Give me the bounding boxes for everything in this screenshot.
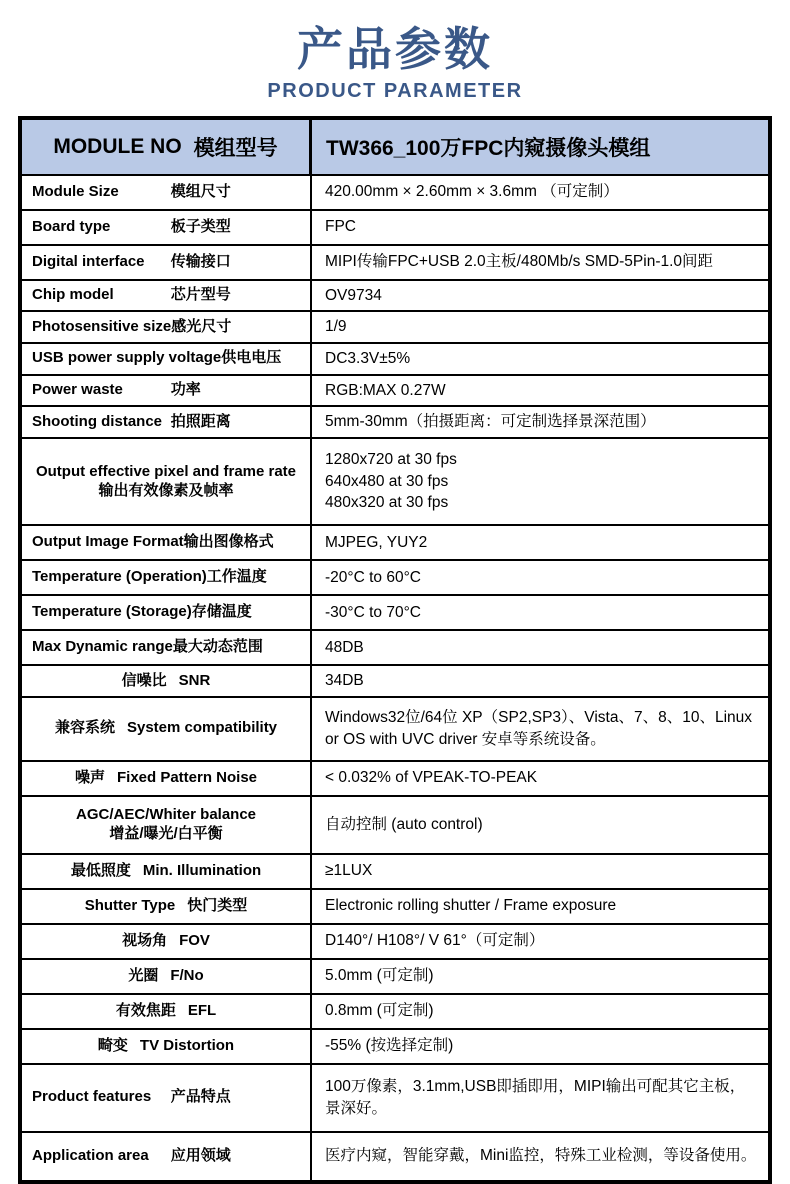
- row-label-part: Temperature (Storage): [32, 603, 192, 621]
- row-value-line: MJPEG, YUY2: [325, 533, 428, 551]
- row-value: [312, 925, 768, 958]
- row-value-line: 640x480 at 30 fps: [325, 472, 449, 490]
- row-label: [22, 439, 312, 524]
- table-row: [22, 629, 768, 664]
- row-value: [312, 1030, 768, 1063]
- header-value-text: TW366_100万FPC内窥摄像头模组: [326, 136, 651, 160]
- row-label: [22, 1030, 312, 1063]
- row-value: [312, 890, 768, 923]
- row-label-part: Chip model: [32, 286, 114, 304]
- row-value: [312, 176, 768, 209]
- row-value-line: D140°/ H108°/ V 61°（可定制）: [325, 932, 545, 950]
- row-label: [22, 376, 312, 406]
- row-value: [312, 762, 768, 795]
- table-row: [22, 923, 768, 958]
- row-value-line: 420.00mm × 2.60mm × 3.6mm （可定制）: [325, 183, 619, 201]
- row-label-part: Digital interface: [32, 252, 145, 270]
- table-row: [22, 310, 768, 342]
- row-value-line: 0.8mm (可定制): [325, 1002, 434, 1020]
- row-label-part: 快门类型: [187, 896, 248, 914]
- row-label-part: System compatibility: [126, 719, 278, 737]
- row-label-part: 光圈: [128, 966, 159, 984]
- page-title: 产品参数: [297, 23, 493, 75]
- row-label-part: 传输接口: [170, 252, 231, 270]
- header-label: [22, 120, 312, 174]
- row-label: [22, 762, 312, 795]
- row-value: [312, 1065, 768, 1131]
- row-label-part: 最低照度: [70, 861, 131, 879]
- table-row: [22, 1131, 768, 1180]
- row-value-line: -55% (按选择定制): [325, 1037, 454, 1055]
- row-value: [312, 1133, 768, 1180]
- row-label-part: 工作温度: [206, 568, 267, 586]
- table-row: [22, 853, 768, 888]
- table-body: [22, 174, 768, 1180]
- row-value-line: ≥1LUX: [325, 862, 373, 880]
- row-value: [312, 797, 768, 853]
- table-row: [22, 437, 768, 524]
- row-value-line: 100万像素，3.1mm,USB即插即用，MIPI输出可配其它主板，景深好。: [325, 1078, 746, 1117]
- row-label-part: Photosensitive size: [32, 317, 172, 335]
- table-row: [22, 174, 768, 209]
- row-label-part: 功率: [170, 381, 201, 399]
- row-label: [22, 344, 312, 374]
- row-label: [22, 631, 312, 664]
- row-value: [312, 596, 768, 629]
- row-label-part: SNR: [178, 671, 211, 689]
- table-row: [22, 993, 768, 1028]
- table-row: [22, 405, 768, 437]
- row-label-part: Power waste: [32, 381, 123, 399]
- row-label-part: 最大动态范围: [172, 638, 263, 656]
- table-row: [22, 559, 768, 594]
- table-row: [22, 888, 768, 923]
- row-label: [22, 176, 312, 209]
- row-label-part: Temperature (Operation): [32, 568, 207, 586]
- row-label: [22, 211, 312, 244]
- table-row: [22, 795, 768, 853]
- row-value-line: RGB:MAX 0.27W: [325, 381, 446, 399]
- header-label-zh: 模组型号: [193, 136, 278, 160]
- table-row: [22, 342, 768, 374]
- row-label-part: 产品特点: [170, 1088, 231, 1106]
- row-label: [22, 925, 312, 958]
- row-label: [22, 281, 312, 311]
- row-value: [312, 211, 768, 244]
- row-value: [312, 312, 768, 342]
- row-label: [22, 855, 312, 888]
- row-value-line: -30°C to 70°C: [325, 603, 421, 621]
- row-value-line: FPC: [325, 218, 356, 236]
- header-label-en: MODULE NO: [53, 134, 182, 158]
- row-value: [312, 281, 768, 311]
- page-header: [0, 0, 790, 103]
- row-label: [22, 407, 312, 437]
- table-row: [22, 958, 768, 993]
- row-label-part: Board type: [32, 217, 111, 235]
- row-label-part: 有效焦距: [115, 1001, 176, 1019]
- row-value-line: DC3.3V±5%: [325, 349, 411, 367]
- row-value: [312, 526, 768, 559]
- row-value: [312, 698, 768, 760]
- row-value-line: 自动控制 (auto control): [325, 815, 483, 833]
- row-value-line: 48DB: [325, 638, 364, 656]
- row-label-part: EFL: [187, 1001, 217, 1019]
- row-value-line: Windows32位/64位 XP（SP2,SP3）、Vista、7、8、10、Linux or OS with UVC driver 安卓等系统设备。: [325, 709, 753, 748]
- table-row: [22, 279, 768, 311]
- row-label-part: 噪声: [74, 768, 105, 786]
- row-value-line: -20°C to 60°C: [325, 568, 421, 586]
- row-value: [312, 666, 768, 696]
- table-row: [22, 1028, 768, 1063]
- row-label: [22, 1065, 312, 1131]
- row-label: [22, 246, 312, 279]
- page-subtitle: PRODUCT PARAMETER: [267, 79, 523, 102]
- row-label-part: TV Distortion: [139, 1036, 235, 1054]
- row-label: [22, 596, 312, 629]
- row-label-part: Output effective pixel and frame rate: [35, 462, 297, 480]
- row-label-part: 输出图像格式: [183, 533, 274, 551]
- row-value: [312, 960, 768, 993]
- row-value-line: 480x320 at 30 fps: [325, 494, 449, 512]
- row-label-part: Product features: [32, 1088, 152, 1106]
- row-label-part: Max Dynamic range: [32, 638, 173, 656]
- spec-table: [18, 116, 772, 1184]
- row-value: [312, 246, 768, 279]
- table-row: [22, 594, 768, 629]
- row-label-part: 输出有效像素及帧率: [98, 481, 234, 499]
- row-value-line: 医疗内窥，智能穿戴，Mini监控，特殊工业检测，等设备使用。: [325, 1147, 757, 1165]
- row-value: [312, 631, 768, 664]
- row-value-line: Electronic rolling shutter / Frame exposure: [325, 897, 617, 915]
- row-label-part: 感光尺寸: [171, 317, 232, 335]
- row-label-part: Module Size: [32, 182, 119, 200]
- row-label-part: 供电电压: [221, 349, 282, 367]
- row-label-part: 应用领域: [170, 1146, 231, 1164]
- row-value-line: 34DB: [325, 672, 364, 690]
- header-value: [312, 120, 768, 174]
- table-row: [22, 696, 768, 760]
- row-label-part: Min. Illumination: [142, 861, 262, 879]
- row-value-line: 5mm-30mm（拍摄距离：可定制选择景深范围）: [325, 413, 656, 431]
- table-row: [22, 374, 768, 406]
- row-label-part: Fixed Pattern Noise: [116, 768, 258, 786]
- row-label: [22, 995, 312, 1028]
- row-label: [22, 666, 312, 696]
- row-label-part: 兼容系统: [54, 719, 115, 737]
- row-label: [22, 312, 312, 342]
- table-row: [22, 244, 768, 279]
- row-label: [22, 890, 312, 923]
- row-label: [22, 960, 312, 993]
- row-value-line: OV9734: [325, 286, 382, 304]
- row-label-part: 存储温度: [191, 603, 252, 621]
- row-label: [22, 1133, 312, 1180]
- row-value: [312, 344, 768, 374]
- row-label-part: Shooting distance: [32, 412, 163, 430]
- row-value: [312, 376, 768, 406]
- table-row: [22, 209, 768, 244]
- row-label-part: Shutter Type: [84, 896, 176, 914]
- row-label-part: 信噪比: [121, 671, 167, 689]
- row-value: [312, 407, 768, 437]
- row-label-part: 拍照距离: [170, 412, 231, 430]
- row-value: [312, 561, 768, 594]
- row-value-line: 1/9: [325, 318, 347, 336]
- row-label-part: 增益/曝光/白平衡: [109, 824, 223, 842]
- table-row: [22, 664, 768, 696]
- row-value-line: 5.0mm (可定制): [325, 967, 434, 985]
- row-label-part: USB power supply voltage: [32, 349, 222, 367]
- row-label-part: AGC/AEC/Whiter balance: [75, 805, 257, 823]
- row-label-part: F/No: [170, 966, 204, 984]
- row-value: [312, 995, 768, 1028]
- table-row: [22, 524, 768, 559]
- row-label-part: Output Image Format: [32, 533, 184, 551]
- row-label-part: 模组尺寸: [170, 182, 231, 200]
- row-label: [22, 797, 312, 853]
- row-label-part: FOV: [179, 931, 210, 949]
- table-header-row: [22, 120, 768, 174]
- table-row: [22, 1063, 768, 1131]
- row-value-line: 1280x720 at 30 fps: [325, 451, 457, 468]
- row-value: [312, 855, 768, 888]
- row-label-part: 畸变: [97, 1036, 128, 1054]
- row-label-part: 芯片型号: [170, 286, 231, 304]
- row-label-part: 视场角: [122, 931, 168, 949]
- row-value-line: MIPI传输FPC+USB 2.0主板/480Mb/s SMD-5Pin-1.0间距: [325, 253, 714, 271]
- table-row: [22, 760, 768, 795]
- row-label: [22, 561, 312, 594]
- row-label: [22, 526, 312, 559]
- row-label: [22, 698, 312, 760]
- row-label-part: 板子类型: [170, 217, 231, 235]
- row-label-part: Application area: [32, 1146, 149, 1164]
- row-value: [312, 439, 768, 524]
- row-value-line: < 0.032% of VPEAK-TO-PEAK: [325, 769, 538, 787]
